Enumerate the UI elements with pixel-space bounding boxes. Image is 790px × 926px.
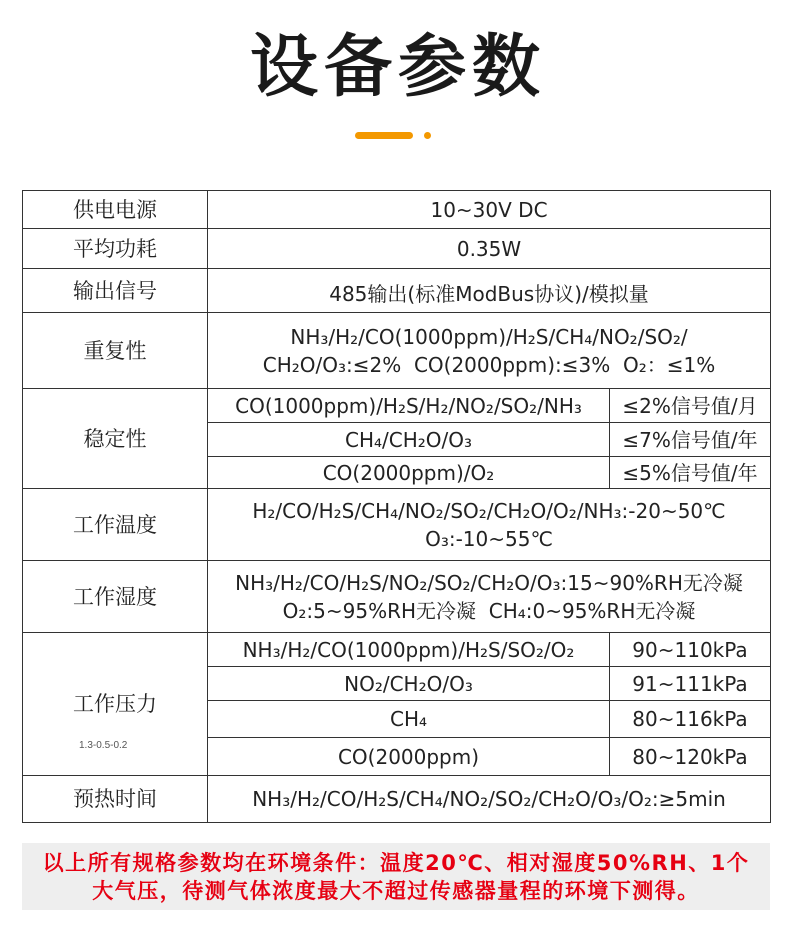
stability-value: ≤7%信号值/年 [610,423,771,457]
stability-value: ≤5%信号值/年 [610,457,771,489]
stability-gases: CO(1000ppm)/H₂S/H₂/NO₂/SO₂/NH₃ [208,389,610,423]
title-accent-bar [355,132,413,139]
pressure-label-text: 工作压力 [73,692,157,716]
stability-value: ≤2%信号值/月 [610,389,771,423]
temperature-line: H₂/CO/H₂S/CH₄/NO₂/SO₂/CH₂O/O₂/NH₃:-20~50℃ [252,498,726,523]
label-stability: 稳定性 [23,389,208,489]
label-repeatability: 重复性 [23,313,208,389]
label-operating-temperature: 工作温度 [23,489,208,561]
label-preheat-time: 预热时间 [23,776,208,823]
humidity-line: O₂:5~95%RH无冷凝 CH₄:0~95%RH无冷凝 [282,598,696,623]
repeatability-line: CH₂O/O₃:≤2% CO(2000ppm):≤3% O₂：≤1% [262,352,716,377]
value-operating-temperature [208,489,771,561]
pressure-gases: CH₄ [208,701,610,738]
value-power-supply: 10~30V DC [208,191,771,229]
footnote-line: 大气压，待测气体浓度最大不超过传感器量程的环境下测得。 [92,878,700,903]
page-title: 设备参数 [249,28,546,107]
pressure-value: 90~110kPa [610,633,771,667]
pressure-gases: NH₃/H₂/CO(1000ppm)/H₂S/SO₂/O₂ [208,633,610,667]
humidity-line: NH₃/H₂/CO/H₂S/NO₂/SO₂/CH₂O/O₃:15~90%RH无冷凝 [235,570,743,595]
title-accent-dot [424,132,431,139]
label-power-supply: 供电电源 [23,191,208,229]
temperature-line: O₃:-10~55℃ [425,526,553,551]
repeatability-line: NH₃/H₂/CO(1000ppm)/H₂S/CH₄/NO₂/SO₂/ [290,324,688,349]
pressure-note: 1.3-0.5-0.2 [79,740,128,751]
pressure-gases: CO(2000ppm) [208,738,610,776]
stability-gases: CO(2000ppm)/O₂ [208,457,610,489]
value-output-signal: 485输出(标准ModBus协议)/模拟量 [208,269,771,313]
pressure-value: 80~120kPa [610,738,771,776]
label-avg-power: 平均功耗 [23,229,208,269]
label-operating-humidity: 工作湿度 [23,561,208,633]
label-operating-pressure [23,633,208,776]
footnote-line: 以上所有规格参数均在环境条件：温度20℃、相对湿度50%RH、1个 [42,850,750,875]
value-operating-humidity [208,561,771,633]
stability-gases: CH₄/CH₂O/O₃ [208,423,610,457]
pressure-value: 91~111kPa [610,667,771,701]
label-output-signal: 输出信号 [23,269,208,313]
value-repeatability [208,313,771,389]
spec-table [22,190,771,823]
pressure-gases: NO₂/CH₂O/O₃ [208,667,610,701]
value-preheat-time: NH₃/H₂/CO/H₂S/CH₄/NO₂/SO₂/CH₂O/O₃/O₂:≥5min [208,776,771,823]
pressure-value: 80~116kPa [610,701,771,738]
value-avg-power: 0.35W [208,229,771,269]
footnote-box [22,843,770,910]
